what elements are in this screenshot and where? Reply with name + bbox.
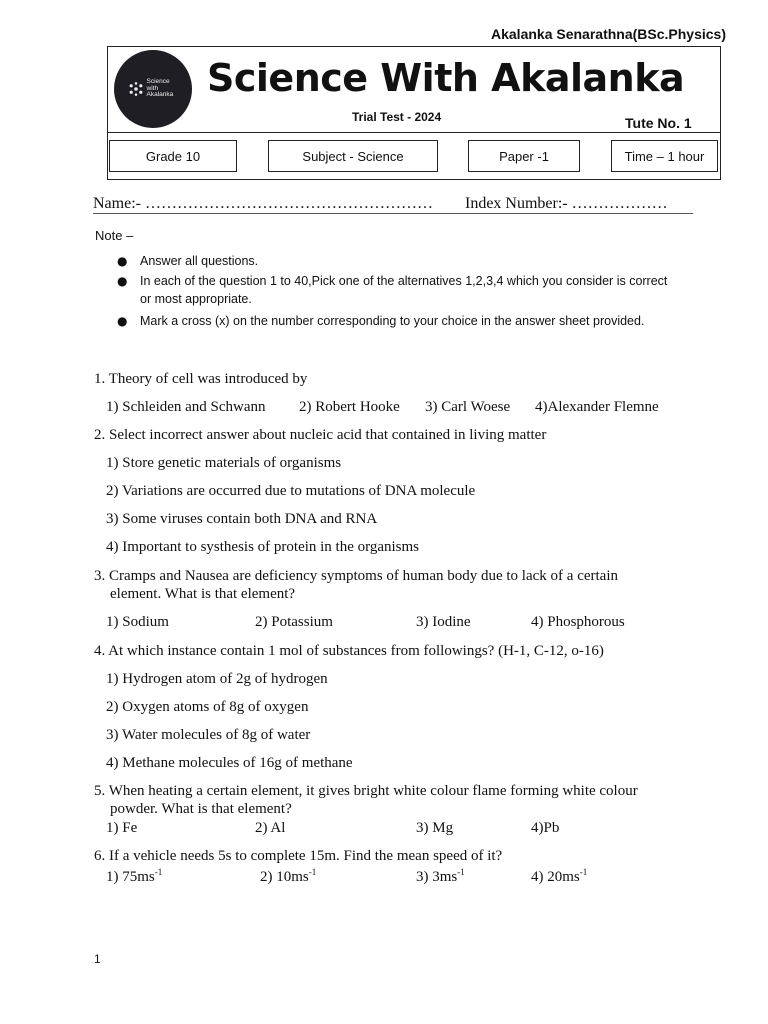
q2-option-2: 2) Variations are occurred due to mutations of DNA molecule	[106, 483, 476, 499]
q1-option-2: 2) Robert Hooke	[299, 399, 400, 415]
index-number-field: Index Number:- ………………	[465, 195, 668, 212]
q5-option-3: 3) Mg	[416, 820, 454, 836]
question-5-text: 5. When heating a certain element, it gives bright white colour flame forming white colour	[94, 783, 638, 799]
q1-option-1: 1) Schleiden and Schwann	[106, 399, 266, 415]
header-divider	[108, 132, 720, 133]
note-item: or most appropriate.	[140, 292, 252, 306]
unit-exponent: -1	[154, 867, 163, 877]
q4-option-3: 3) Water molecules of 8g of water	[106, 727, 311, 743]
logo-text: Science with Akalanka	[146, 78, 174, 99]
q4-option-2: 2) Oxygen atoms of 8g of oxygen	[106, 699, 309, 715]
q5-option-2: 2) Al	[255, 820, 286, 836]
question-1-text: 1. Theory of cell was introduced by	[94, 371, 308, 387]
unit-exponent: -1	[579, 867, 588, 877]
page-title: Science With Akalanka	[207, 56, 685, 100]
name-field: Name:- ………………………………………………	[93, 195, 433, 212]
q4-option-4: 4) Methane molecules of 16g of methane	[106, 755, 353, 771]
note-item: Answer all questions.	[140, 254, 259, 268]
q6-option-3: 3) $3ms^{-1}$	[416, 867, 465, 885]
q4-option-1: 1) Hydrogen atom of 2g of hydrogen	[106, 671, 328, 687]
paper-box: Paper -1	[468, 140, 580, 172]
grade-box: Grade 10	[109, 140, 237, 172]
student-details-row	[93, 193, 693, 214]
q6-option-1: 1) $75ms^{-1}$	[106, 867, 163, 885]
q3-option-4: 4) Phosphorous	[531, 614, 625, 630]
q5-option-1: 1) Fe	[106, 820, 138, 836]
logo	[114, 50, 192, 128]
question-3-text: 3. Cramps and Nausea are deficiency symptoms of human body due to lack of a certain	[94, 568, 618, 584]
time-box: Time – 1 hour	[611, 140, 718, 172]
q3-option-1: 1) Sodium	[106, 614, 169, 630]
bullet-icon: ●	[117, 274, 128, 288]
note-label: Note –	[95, 228, 134, 243]
q3-option-2: 2) Potassium	[255, 614, 333, 630]
question-4-text: 4. At which instance contain 1 mol of substances from followings? (H-1, C-12, o-16)	[94, 643, 604, 659]
q2-option-3: 3) Some viruses contain both DNA and RNA	[106, 511, 378, 527]
bullet-icon: ●	[117, 314, 128, 328]
header-box	[107, 46, 721, 180]
note-item: In each of the question 1 to 40,Pick one of the alternatives 1,2,3,4 which you consider is correct	[140, 274, 668, 288]
q2-option-4: 4) Important to systhesis of protein in the organisms	[106, 539, 420, 555]
q3-option-3: 3) Iodine	[416, 614, 471, 630]
question-2-text: 2. Select incorrect answer about nucleic acid that contained in living matter	[94, 427, 547, 443]
question-3-text-cont: element. What is that element?	[110, 586, 296, 602]
q2-option-1: 1) Store genetic materials of organisms	[106, 455, 342, 471]
subject-box: Subject - Science	[268, 140, 438, 172]
atom-icon	[128, 81, 144, 97]
unit-exponent: -1	[457, 867, 465, 877]
q5-option-4: 4)Pb	[531, 820, 560, 836]
trial-test-label: Trial Test - 2024	[352, 110, 442, 124]
note-item: Mark a cross (x) on the number corresponding to your choice in the answer sheet provided.	[140, 314, 645, 328]
page-number: 1	[94, 952, 101, 966]
bullet-icon: ●	[117, 254, 128, 268]
question-5-text-cont: powder. What is that element?	[110, 801, 292, 817]
unit-exponent: -1	[308, 867, 317, 877]
q6-option-4: 4) $20ms^{-1}$	[531, 867, 588, 885]
q1-option-4: 4)Alexander Flemne	[535, 399, 659, 415]
question-6-text: 6. If a vehicle needs 5s to complete 15m. Find the mean speed of it?	[94, 848, 503, 864]
tute-number: Tute No. 1	[625, 115, 692, 131]
author-credit: Akalanka Senarathna(BSc.Physics)	[491, 26, 726, 42]
q1-option-3: 3) Carl Woese	[425, 399, 511, 415]
q6-option-2: 2) $10ms^{-1}$	[260, 867, 317, 885]
